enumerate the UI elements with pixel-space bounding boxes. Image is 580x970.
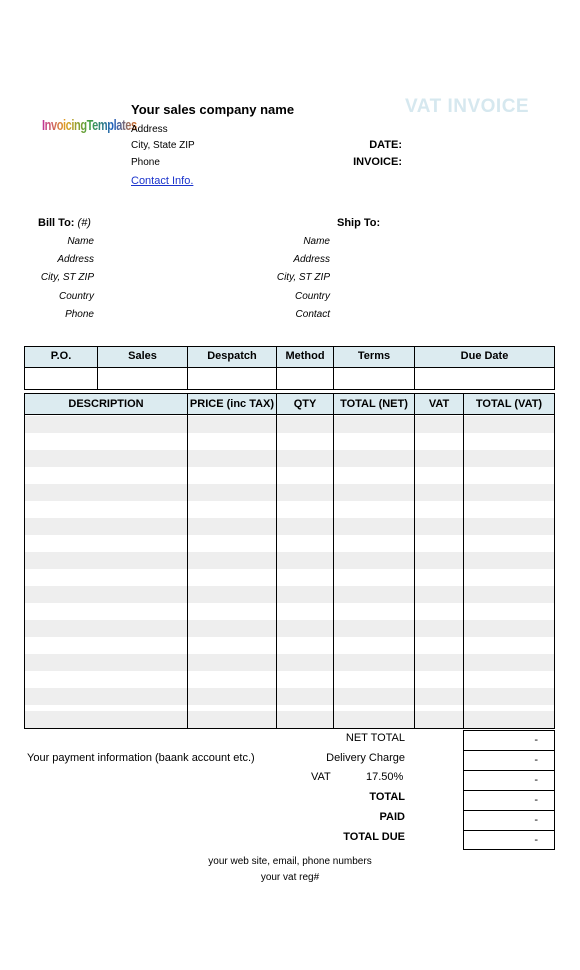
total-cell[interactable]: [464, 791, 554, 811]
total-value: -: [534, 794, 538, 806]
sales-column[interactable]: [98, 347, 188, 389]
contact-info-link[interactable]: Contact Info.: [131, 175, 194, 187]
bill-to-city: City, ST ZIP: [40, 272, 94, 283]
vat-cell[interactable]: [464, 771, 554, 791]
qty-header: QTY: [293, 398, 317, 410]
total-due-label: TOTAL DUE: [343, 831, 405, 843]
invoice-number-label: INVOICE:: [353, 156, 402, 168]
net-total-label: NET TOTAL: [345, 732, 405, 744]
sales-header: Sales: [128, 350, 157, 362]
total-vat-header: TOTAL (VAT): [475, 398, 543, 410]
total-net-column: [334, 394, 415, 728]
company-city: City, State ZIP: [131, 140, 195, 151]
bill-to-title: [38, 217, 91, 229]
paid-value: -: [534, 814, 538, 826]
company-address: Address: [131, 124, 168, 135]
ship-to-address: Address: [293, 254, 330, 265]
vat-header: VAT: [428, 398, 450, 410]
paid-cell[interactable]: [464, 811, 554, 831]
despatch-column[interactable]: [188, 347, 277, 389]
net-total-cell[interactable]: [464, 731, 554, 751]
bill-to-hash: (#): [77, 217, 91, 229]
total-due-cell[interactable]: [464, 831, 554, 851]
bill-to-name: Name: [67, 236, 94, 247]
terms-header: Terms: [357, 350, 391, 362]
description-column: [25, 394, 188, 728]
ship-to-contact: Contact: [295, 309, 330, 320]
vat-rate[interactable]: 17.50%: [366, 771, 404, 783]
ship-to-city: City, ST ZIP: [276, 272, 330, 283]
ship-to-title: Ship To:: [337, 217, 381, 229]
delivery-charge-label: Delivery Charge: [326, 752, 405, 764]
total-vat-column: [464, 394, 554, 728]
delivery-charge-cell[interactable]: [464, 751, 554, 771]
description-header: DESCRIPTION: [68, 398, 144, 410]
company-logo: [42, 118, 137, 153]
totals-box: [463, 730, 555, 850]
qty-column: [277, 394, 334, 728]
method-column[interactable]: [277, 347, 334, 389]
bill-to-label: Bill To:: [38, 217, 75, 229]
company-name: Your sales company name: [131, 102, 295, 117]
vat-column: [415, 394, 464, 728]
net-total-value: -: [534, 734, 538, 746]
date-label: DATE:: [369, 139, 402, 151]
price-header: PRICE (inc TAX): [189, 398, 275, 410]
total-due-value: -: [534, 834, 538, 846]
method-header: Method: [285, 350, 325, 362]
bill-to-address: Address: [57, 254, 94, 265]
ship-to-country: Country: [294, 291, 330, 302]
vat-label: VAT: [311, 771, 331, 783]
po-header: P.O.: [50, 350, 72, 362]
due-date-header: Due Date: [460, 350, 509, 362]
price-column: [188, 394, 277, 728]
bill-to-country: Country: [58, 291, 94, 302]
bill-to-phone: Phone: [65, 309, 94, 320]
despatch-header: Despatch: [207, 350, 257, 362]
terms-column[interactable]: [334, 347, 415, 389]
line-items-table: [24, 393, 555, 729]
total-net-header: TOTAL (NET): [340, 398, 408, 410]
total-label: TOTAL: [369, 791, 405, 803]
logo-text: InvoicingTemplates: [42, 118, 137, 135]
order-info-table: [24, 346, 555, 390]
vat-value: -: [534, 774, 538, 786]
invoice-title: VAT INVOICE: [405, 96, 530, 117]
payment-info: Your payment information (baank account etc.): [27, 752, 255, 764]
footer-contact: your web site, email, phone numbers: [208, 856, 372, 867]
footer-vat-reg: your vat reg#: [260, 872, 320, 883]
company-phone: Phone: [131, 157, 160, 168]
delivery-charge-value: -: [534, 754, 538, 766]
paid-label: PAID: [379, 811, 405, 823]
po-column[interactable]: [25, 347, 98, 389]
ship-to-name: Name: [303, 236, 330, 247]
due-date-column[interactable]: [415, 347, 554, 389]
